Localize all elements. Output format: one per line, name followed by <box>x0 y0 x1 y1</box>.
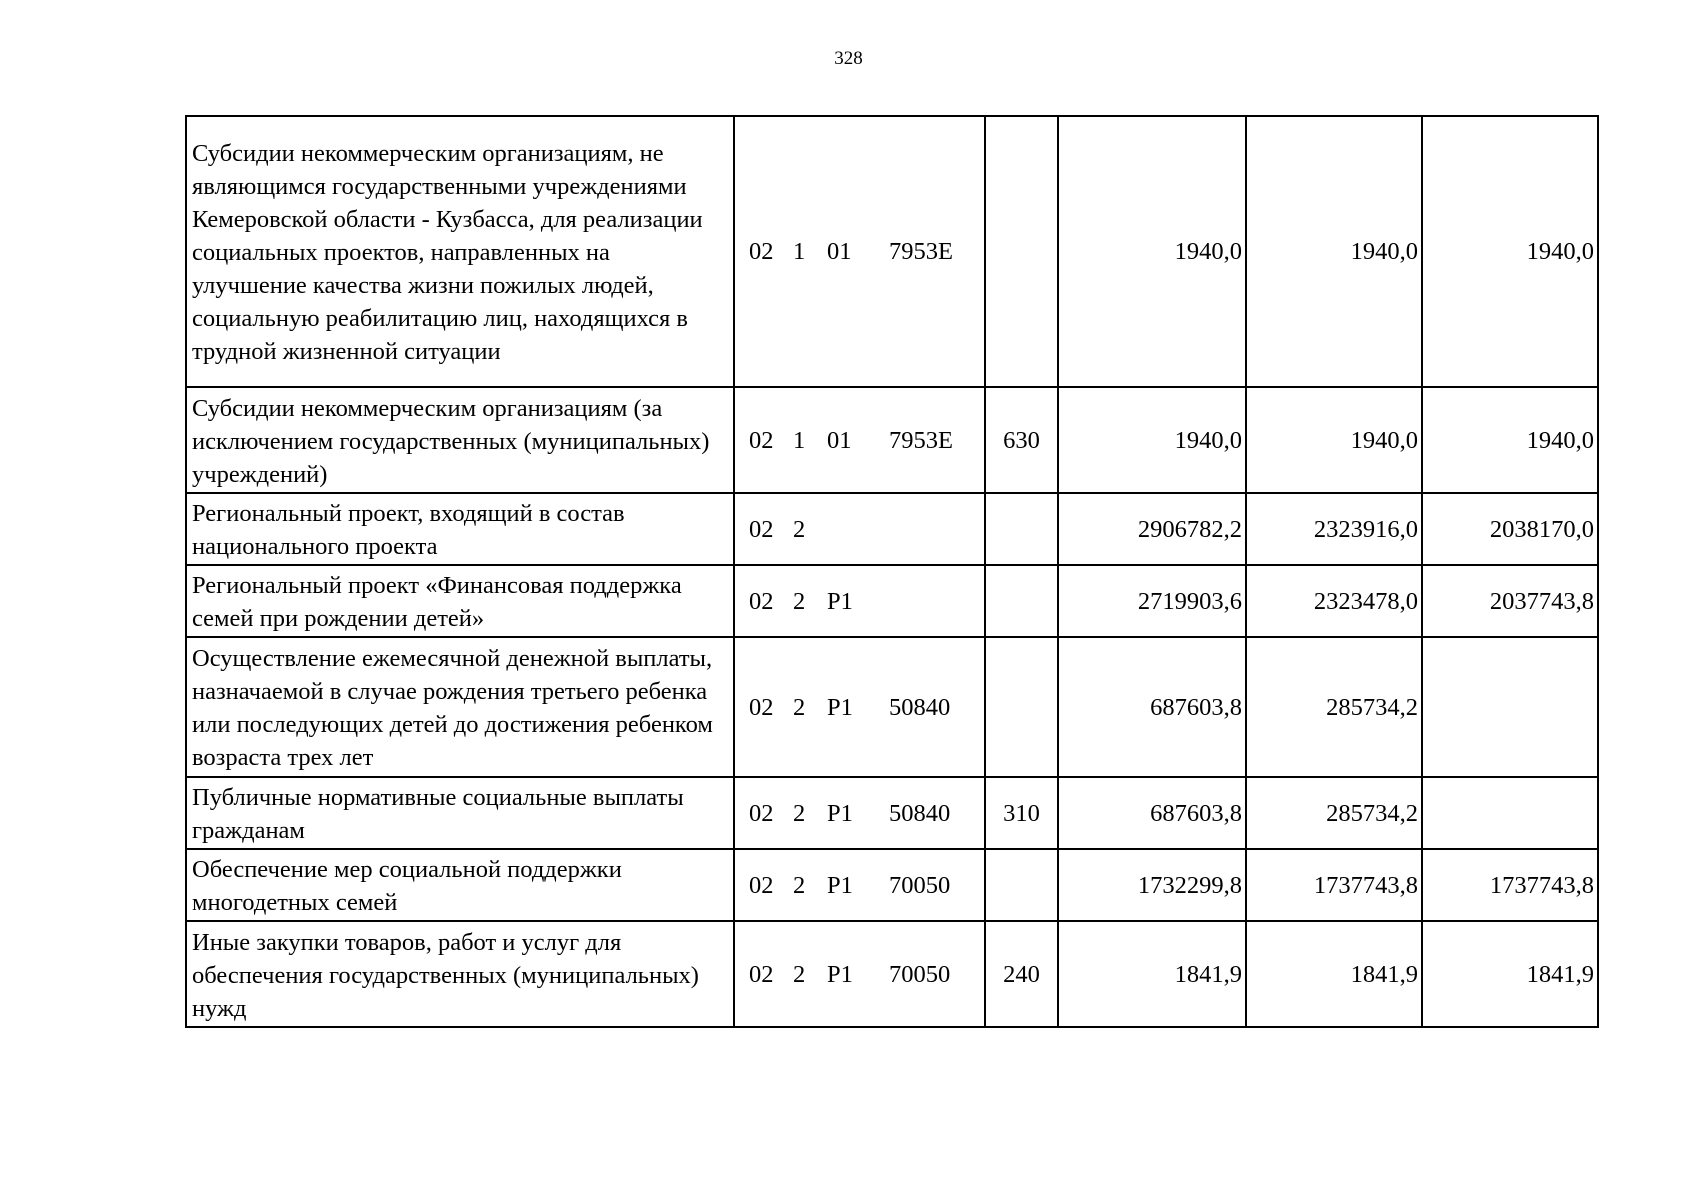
main-event-code: P1 <box>827 587 853 615</box>
amount-year-1: 687603,8 <box>1058 777 1246 849</box>
amount-year-1: 1940,0 <box>1058 116 1246 387</box>
main-event-code: P1 <box>827 871 853 899</box>
row-name: Субсидии некоммерческим организациям, не являющимся государственными учреждениями Кемеровской области - Кузбасса, для реализации социальных проектов, направленных на улучшение качества жизни пожилых людей, социальную реабилитацию лиц, находящихся в трудной жизненной ситуации <box>186 116 734 387</box>
expense-type-code: 240 <box>985 921 1058 1027</box>
main-event-code: P1 <box>827 693 853 721</box>
direction-code: 7953E <box>889 238 953 265</box>
expense-type-code <box>985 116 1058 387</box>
page-number: 328 <box>834 48 863 69</box>
amount-year-2: 2323916,0 <box>1246 493 1422 565</box>
amount-year-1: 1732299,8 <box>1058 849 1246 921</box>
table-row <box>186 849 1598 921</box>
direction-code: 50840 <box>889 693 951 721</box>
row-name: Субсидии некоммерческим организациям (за исключением государственных (муниципальных) учреждений) <box>186 387 734 493</box>
amount-year-3: 1940,0 <box>1422 116 1598 387</box>
expense-type-code <box>985 849 1058 921</box>
expense-type-code <box>985 565 1058 637</box>
main-event-code: 01 <box>827 238 852 265</box>
table-row <box>186 777 1598 849</box>
amount-year-1: 687603,8 <box>1058 637 1246 777</box>
table-row <box>186 565 1598 637</box>
direction-code: 50840 <box>889 799 951 827</box>
expense-type-code <box>985 637 1058 777</box>
amount-year-1: 1841,9 <box>1058 921 1246 1027</box>
program-code: 02 <box>749 960 774 988</box>
expense-type-code: 310 <box>985 777 1058 849</box>
amount-year-2: 1940,0 <box>1246 116 1422 387</box>
program-code: 02 <box>749 693 774 721</box>
amount-year-1: 2906782,2 <box>1058 493 1246 565</box>
table-row <box>186 921 1598 1027</box>
amount-year-3: 2038170,0 <box>1422 493 1598 565</box>
amount-year-2: 1841,9 <box>1246 921 1422 1027</box>
subprogram-code: 1 <box>793 426 806 454</box>
expense-type-code: 630 <box>985 387 1058 493</box>
amount-year-2: 285734,2 <box>1246 777 1422 849</box>
amount-year-3: 1940,0 <box>1422 387 1598 493</box>
subprogram-code: 2 <box>793 693 806 721</box>
amount-year-2: 2323478,0 <box>1246 565 1422 637</box>
subprogram-code: 2 <box>793 871 806 899</box>
program-code: 02 <box>749 799 774 827</box>
row-name: Обеспечение мер социальной поддержки многодетных семей <box>186 849 734 921</box>
direction-code: 70050 <box>889 960 951 988</box>
budget-table <box>185 115 1599 1028</box>
main-event-code: P1 <box>827 960 853 988</box>
amount-year-3: 1841,9 <box>1422 921 1598 1027</box>
row-name: Осуществление ежемесячной денежной выплаты, назначаемой в случае рождения третьего ребенка или последующих детей до достижения ребенком возраста трех лет <box>186 637 734 777</box>
row-code <box>734 116 985 387</box>
row-code <box>734 493 985 565</box>
amount-year-3 <box>1422 777 1598 849</box>
table-row <box>186 493 1598 565</box>
subprogram-code: 2 <box>793 587 806 615</box>
subprogram-code: 2 <box>793 799 806 827</box>
main-event-code: 01 <box>827 426 852 454</box>
program-code: 02 <box>749 238 774 265</box>
subprogram-code: 2 <box>793 960 806 988</box>
row-code <box>734 777 985 849</box>
amount-year-3: 1737743,8 <box>1422 849 1598 921</box>
direction-code: 7953E <box>889 426 953 454</box>
table-row <box>186 387 1598 493</box>
table-row <box>186 637 1598 777</box>
amount-year-1: 2719903,6 <box>1058 565 1246 637</box>
direction-code: 70050 <box>889 871 951 899</box>
row-name: Региональный проект, входящий в состав национального проекта <box>186 493 734 565</box>
amount-year-2: 1940,0 <box>1246 387 1422 493</box>
table-row <box>186 116 1598 387</box>
amount-year-3 <box>1422 637 1598 777</box>
row-name: Публичные нормативные социальные выплаты гражданам <box>186 777 734 849</box>
program-code: 02 <box>749 426 774 454</box>
row-name: Региональный проект «Финансовая поддержка семей при рождении детей» <box>186 565 734 637</box>
subprogram-code: 1 <box>793 238 806 265</box>
amount-year-2: 285734,2 <box>1246 637 1422 777</box>
amount-year-2: 1737743,8 <box>1246 849 1422 921</box>
main-event-code: P1 <box>827 799 853 827</box>
row-code <box>734 921 985 1027</box>
row-code <box>734 387 985 493</box>
subprogram-code: 2 <box>793 515 806 543</box>
row-code <box>734 565 985 637</box>
program-code: 02 <box>749 587 774 615</box>
row-code <box>734 849 985 921</box>
program-code: 02 <box>749 871 774 899</box>
row-name: Иные закупки товаров, работ и услуг для обеспечения государственных (муниципальных) нужд <box>186 921 734 1027</box>
amount-year-1: 1940,0 <box>1058 387 1246 493</box>
expense-type-code <box>985 493 1058 565</box>
program-code: 02 <box>749 515 774 543</box>
row-code <box>734 637 985 777</box>
amount-year-3: 2037743,8 <box>1422 565 1598 637</box>
